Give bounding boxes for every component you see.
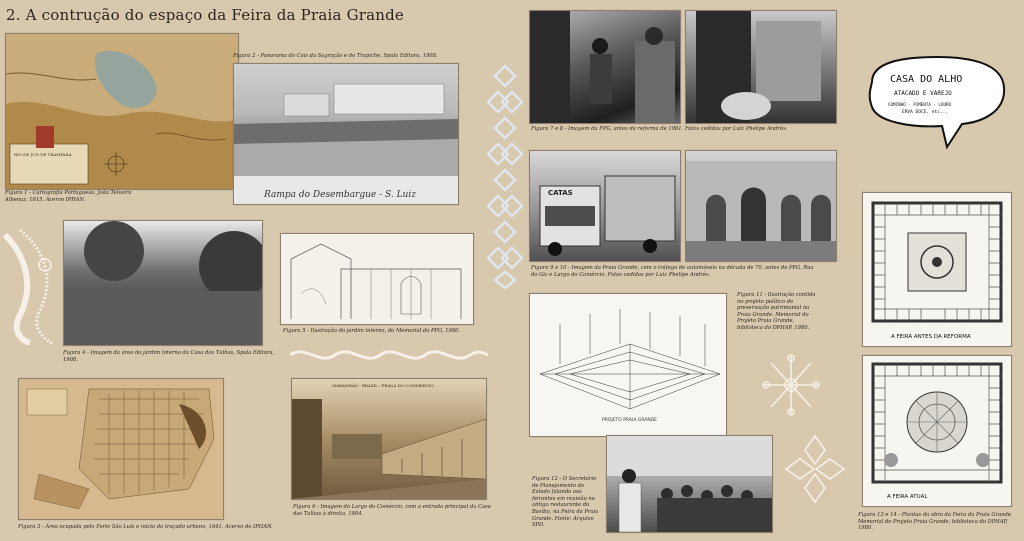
- figure-9-photo: [529, 150, 681, 262]
- figure-13-14-caption: Figura 13 e 14 - Plantas da obra da Feira da Praia Grande. Memorial do Projeto Praia Grande, biblioteca do DPHAP, 1980.: [858, 512, 1013, 532]
- figure-3-caption: Figura 3 - Área ocupada pelo Forte São Luís e início do traçado urbano, 1641. Acervo do IPHAN.: [18, 524, 273, 530]
- figure-4-photo: [63, 220, 263, 346]
- figure-7-8-caption: Figura 7 e 8 - Imagem da FPG, antes da reforma de 1981. Fotos cedidas por Luiz Phelipe Andrès.: [531, 126, 788, 132]
- figure-6-inscription: MARANHÃO - BRAZIL - PRAÇA DO COMMERCIO: [332, 383, 434, 388]
- figure-2-inscription: Rampa do Desembargue - S. Luiz: [264, 190, 416, 200]
- lace-flower-decoration-1: [760, 350, 822, 420]
- lace-wave-decoration: [290, 344, 488, 366]
- figure-7-photo: [529, 10, 681, 124]
- lace-ribbon-decoration: [0, 225, 60, 345]
- casa-line-4: ERVA DOCE, etc...: [902, 110, 949, 115]
- figure-13-floor-plan: [862, 192, 1012, 347]
- figure-6-caption: Figura 6 - Imagem do Largo do Comércio, com a entrada principal da Casa das Tulhas à direita, 1904.: [293, 504, 491, 517]
- figure-9-10-caption: Figura 9 e 10 - Imagem da Praia Grande, com o tráfego de automóveis na década de 70, antes do PPG. Rua do Giz e Largo do Comércio. Fotos cedidas por Luiz Phelipe Andrès.: [531, 265, 814, 278]
- figure-5-sketch: [280, 233, 474, 325]
- casa-line-1: CASA DO ALHO: [890, 74, 963, 85]
- casa-line-3: COMINHO - PIMENTA - LOURO: [888, 102, 952, 107]
- figure-12-caption: Figura 12 - O Secretário de Planejamento do Estado falando aos feirantes em reunião no antigo restaurante do Basílio, na Feira da Praia Grande. Fonte: Arquivo SPD.: [532, 476, 599, 529]
- figure-11-drawing: [529, 293, 727, 437]
- figure-6-photo: [291, 378, 487, 500]
- casa-line-2: ATACADO E VAREJO: [894, 90, 952, 97]
- figure-1-map: [5, 33, 239, 190]
- plan-1-label: A FEIRA ANTES DA REFORMA: [891, 334, 971, 340]
- figure-8-photo: [685, 10, 837, 124]
- figure-3-plan: [18, 378, 224, 520]
- lace-flower-decoration-2: [780, 430, 850, 508]
- page-title: 2. A contrução do espaço da Feira da Praia Grande: [6, 6, 405, 24]
- casa-do-alho-sign: [862, 52, 1012, 152]
- figure-2-photo: [233, 63, 459, 205]
- figure-2-caption: Figura 2 - Panorama do Cais da Sagração e do Trapiche, Spala Editora, 1908.: [233, 53, 438, 59]
- figure-4-caption: Figura 4 - Imagem da área do jardim interno da Casa das Tulhas, Spala Editora, 1908.: [63, 350, 275, 363]
- drawing-label: PROJETO PRAIA GRANDE: [602, 418, 658, 423]
- figure-11-caption: Figura 11 - Ilustração contida no projeto político de preservação patrimonial na Praia Grande. Memorial do Projeto Praia Grande, biblioteca do DPHAP, 1980.: [737, 292, 816, 331]
- plan-2-label: A FEIRA ATUAL: [887, 494, 928, 500]
- figure-1-caption: Figura 1 - Cartografia Portuguesa. João Teixeira Albenaz, 1615. Acervo IPHAN.: [5, 190, 132, 203]
- map-label: RIO DE JUN DE TRAMPARÁ: [14, 152, 72, 157]
- truck-sign: CATAS: [548, 189, 573, 197]
- figure-12-photo: [606, 435, 773, 533]
- figure-10-photo: [685, 150, 837, 262]
- figure-14-floor-plan: [862, 355, 1012, 507]
- diamond-lace-column-decoration: [482, 62, 528, 290]
- figure-5-caption: Figura 5 - Ilustração do jardim interno, do Memorial do PPG, 1980.: [283, 328, 461, 334]
